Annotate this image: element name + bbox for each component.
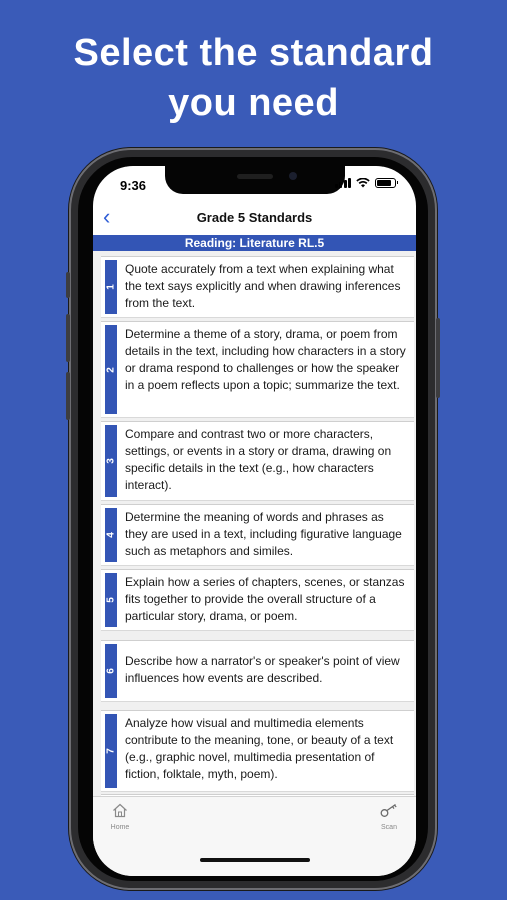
- standard-text: Determine the meaning of words and phrases as they are used in a text, including figurative language such as metaphors and similes.: [125, 510, 402, 558]
- tab-home[interactable]: [100, 803, 140, 831]
- tab-home-label: Home: [110, 824, 130, 831]
- standard-number-tab: 7: [105, 714, 117, 788]
- standard-text: Quote accurately from a text when explaining what the text says explicitly and when drawing inferences from the text.: [125, 262, 401, 310]
- status-time: 9:36: [120, 178, 147, 193]
- standard-number-tab: 4: [105, 508, 117, 562]
- standard-text: Compare and contrast two or more characters, settings, or events in a story or drama, drawing on specific details in the text (e.g., how characters interact).: [125, 427, 392, 492]
- phone-volume-down-button: [66, 372, 70, 420]
- standard-row-2[interactable]: [101, 321, 414, 418]
- standard-number-tab: 2: [105, 325, 117, 414]
- standard-row-3[interactable]: [101, 421, 414, 501]
- battery-icon: [375, 178, 396, 188]
- standard-number-tab: 1: [105, 260, 117, 314]
- phone-power-button: [436, 318, 440, 398]
- front-camera: [289, 172, 297, 180]
- section-header: Reading: Literature RL.5: [93, 235, 416, 251]
- phone-side-button: [66, 272, 70, 298]
- promo-headline-line1: Select the standard: [73, 32, 434, 74]
- standard-row-4[interactable]: [101, 504, 414, 566]
- navigation-bar: [93, 202, 416, 234]
- standard-text: Analyze how visual and multimedia elements contribute to the meaning, tone, or beauty of a text (e.g., graphic novel, multimedia presentation of fiction, folktale, myth, poem).: [125, 716, 394, 781]
- promo-headline-line2: you need: [168, 82, 339, 124]
- standards-list[interactable]: [93, 251, 416, 796]
- app-screen: [93, 166, 416, 876]
- standard-row-1[interactable]: [101, 256, 414, 318]
- tab-bar: [93, 796, 416, 876]
- cellular-signal-icon: [335, 178, 352, 188]
- home-indicator: [200, 858, 310, 862]
- standard-number-tab: 6: [105, 644, 117, 698]
- key-icon: [380, 803, 398, 818]
- phone-volume-up-button: [66, 314, 70, 362]
- status-icons: [335, 178, 397, 188]
- standard-row-6[interactable]: [101, 640, 414, 702]
- standard-row-7[interactable]: [101, 710, 414, 792]
- tab-scan-label: Scan: [381, 824, 397, 831]
- standard-number-tab: 5: [105, 573, 117, 627]
- standard-text: Explain how a series of chapters, scenes, or stanzas fits together to provide the overall structure of a particular story, drama, or poem.: [125, 575, 405, 623]
- standard-row-5[interactable]: [101, 569, 414, 631]
- standard-text: Describe how a narrator's or speaker's point of view influences how events are described.: [125, 654, 400, 685]
- chevron-left-icon[interactable]: ‹: [103, 204, 111, 229]
- house-icon: [112, 803, 128, 818]
- wifi-icon: [356, 178, 370, 188]
- standard-text: Determine a theme of a story, drama, or poem from details in the text, including how characters in a story or drama respond to challenges or how the speaker in a poem reflects upon a topic; summarize the text.: [125, 327, 406, 392]
- tab-scan[interactable]: [369, 803, 409, 831]
- page-title: Grade 5 Standards: [196, 210, 313, 225]
- phone-notch: [165, 166, 345, 194]
- speaker-grille: [237, 174, 273, 179]
- standard-number-tab: 3: [105, 425, 117, 497]
